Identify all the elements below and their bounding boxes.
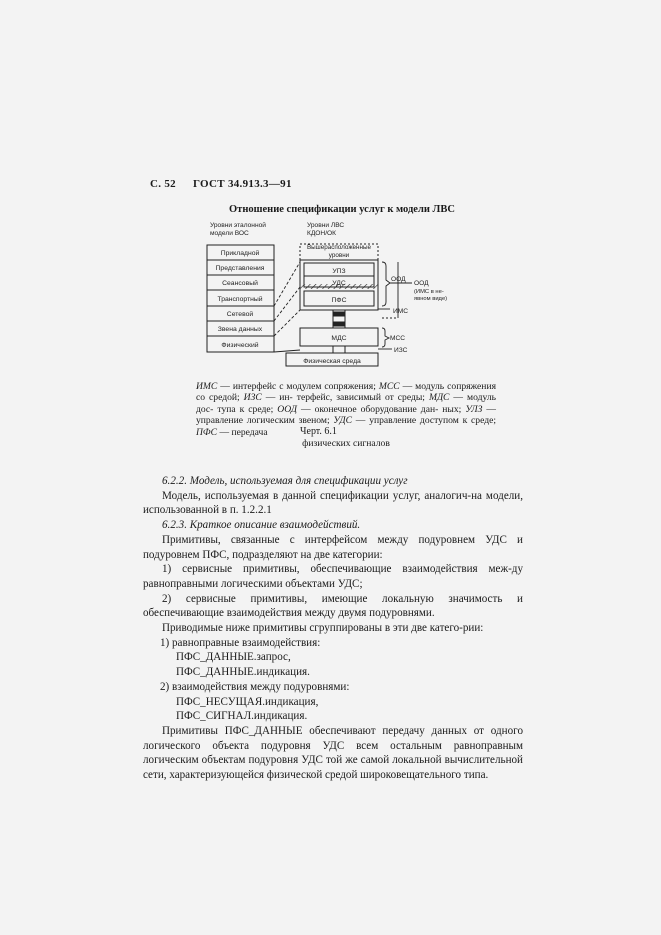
osi-level-session: Сеансовый — [222, 280, 258, 287]
legend-term: МДС — [428, 392, 450, 404]
box-upz: УПЗ — [332, 268, 346, 275]
legend-term: ИМС — [196, 381, 218, 392]
upper-levels-line2: уровни — [328, 252, 350, 259]
diagram-legend — [196, 381, 496, 449]
box-physical-medium: Физическая среда — [303, 358, 361, 365]
page-number: С. 52 — [150, 178, 176, 190]
legend-def: терфейс, зависимый от среды; — [296, 392, 429, 404]
label-izs: ИЗС — [394, 347, 408, 354]
paragraph: Примитивы, связанные с интерфейсом между подуровнем УДС и подуровнем ПФС, подразделяют на две категории: — [143, 533, 523, 561]
legend-def: — модуль сопряжения со средой; — [196, 381, 496, 404]
label-ims-implicit-line1: (ИМС в не- — [414, 289, 444, 295]
legend-def: — передача — [217, 426, 268, 438]
label-ood-left: ООД — [391, 276, 406, 283]
paragraph: Приводимые ниже примитивы сгруппированы в эти две катего-рии: — [162, 622, 484, 635]
primitive-name: ПФС_ДАННЫЕ.запрос, — [176, 651, 291, 664]
label-ims: ИМС — [393, 308, 408, 315]
legend-def: тупа к среде; — [217, 403, 278, 415]
list-item: 1) сервисные примитивы, обеспечивающие взаимодействия меж-ду равноправными логическими объектами УДС; — [143, 563, 523, 590]
legend-term: ООД — [277, 403, 297, 415]
legend-def: управление доступом к среде; — [369, 415, 497, 427]
diagram-title: Отношение спецификации услуг к модели ЛВС — [229, 204, 455, 215]
legend-def: — модуль дос- — [196, 392, 497, 415]
primitive-name: ПФС_СИГНАЛ.индикация. — [176, 710, 308, 723]
standard-number: ГОСТ 34.913.3—91 — [193, 178, 292, 190]
section-heading-6-2-3: 6.2.3. Краткое описание взаимодействий. — [162, 519, 361, 532]
legend-def: — — [352, 415, 366, 427]
legend-def: ных; — [442, 403, 466, 415]
legend-term: УДС — [333, 415, 352, 427]
right-heading-line1: Уровни ЛВС — [307, 222, 345, 229]
label-ims-implicit-line2: явном виде) — [414, 296, 448, 302]
list-item: 2) сервисные примитивы, имеющие локальную значимость и обеспечивающие взаимодействия между двумя подуровнями. — [143, 592, 523, 620]
box-mds: МДС — [331, 335, 347, 342]
osi-level-physical: Физический — [221, 342, 259, 349]
legend-def: — управление логическим звеном; — [196, 403, 497, 427]
box-uds: УДС — [332, 280, 346, 287]
paragraph: Примитивы ПФС_ДАННЫЕ обеспечивают передачу данных от одного логического объекта подуровня УДС всем остальным равноправным логическим объектам подуровня УДС той же самой локальной вычислительной сети, характеризующейся физической средой широковещательного типа. — [143, 724, 523, 782]
body-text — [143, 474, 523, 783]
legend-term: ИЗС — [243, 392, 262, 404]
legend-term: ПФС — [196, 426, 218, 438]
legend-paragraph — [196, 381, 496, 438]
label-mss: МСС — [390, 335, 406, 342]
osi-level-application: Прикладной — [220, 250, 260, 257]
legend-def: — оконечное оборудование дан- — [297, 403, 439, 415]
figure-caption: Черт. 6.1 — [300, 426, 337, 437]
osi-level-transport: Транспортный — [217, 296, 263, 303]
list-item: 2) взаимодействия между подуровнями: — [160, 680, 350, 693]
osi-level-network: Сетевой — [226, 311, 254, 318]
legend-def: — интерфейс с модулем сопряжения; — [217, 381, 376, 392]
legend-def: — ин- — [261, 392, 293, 404]
paragraph: Модель, используемая в данной спецификации услуг, аналогич-на модели, использованной в п. 1.2.2.1 — [143, 489, 523, 517]
section-heading-6-2-2: 6.2.2. Модель, используемая для спецификации услуг — [162, 475, 408, 487]
left-heading-line2: модели ВОС — [210, 230, 249, 237]
right-heading-line2: КДОН/ОК — [307, 230, 336, 237]
primitive-name: ПФС_ДАННЫЕ.индикация. — [176, 666, 310, 679]
legend-term: УЛЗ — [465, 403, 483, 415]
legend-last-line: физических сигналов — [302, 438, 390, 450]
label-ood-right: ООД — [414, 280, 429, 287]
upper-levels-line1: Вышерасположенные — [306, 244, 372, 251]
osi-level-presentation: Представления — [215, 265, 265, 272]
legend-term: МСС — [378, 381, 400, 392]
list-item: 1) равноправные взаимодействия: — [160, 636, 321, 649]
osi-level-datalink: Звена данных — [217, 326, 263, 333]
box-pfs: ПФС — [331, 297, 347, 304]
left-heading-line1: Уровни эталонной — [210, 222, 266, 229]
primitive-name: ПФС_НЕСУЩАЯ.индикация, — [176, 695, 319, 708]
